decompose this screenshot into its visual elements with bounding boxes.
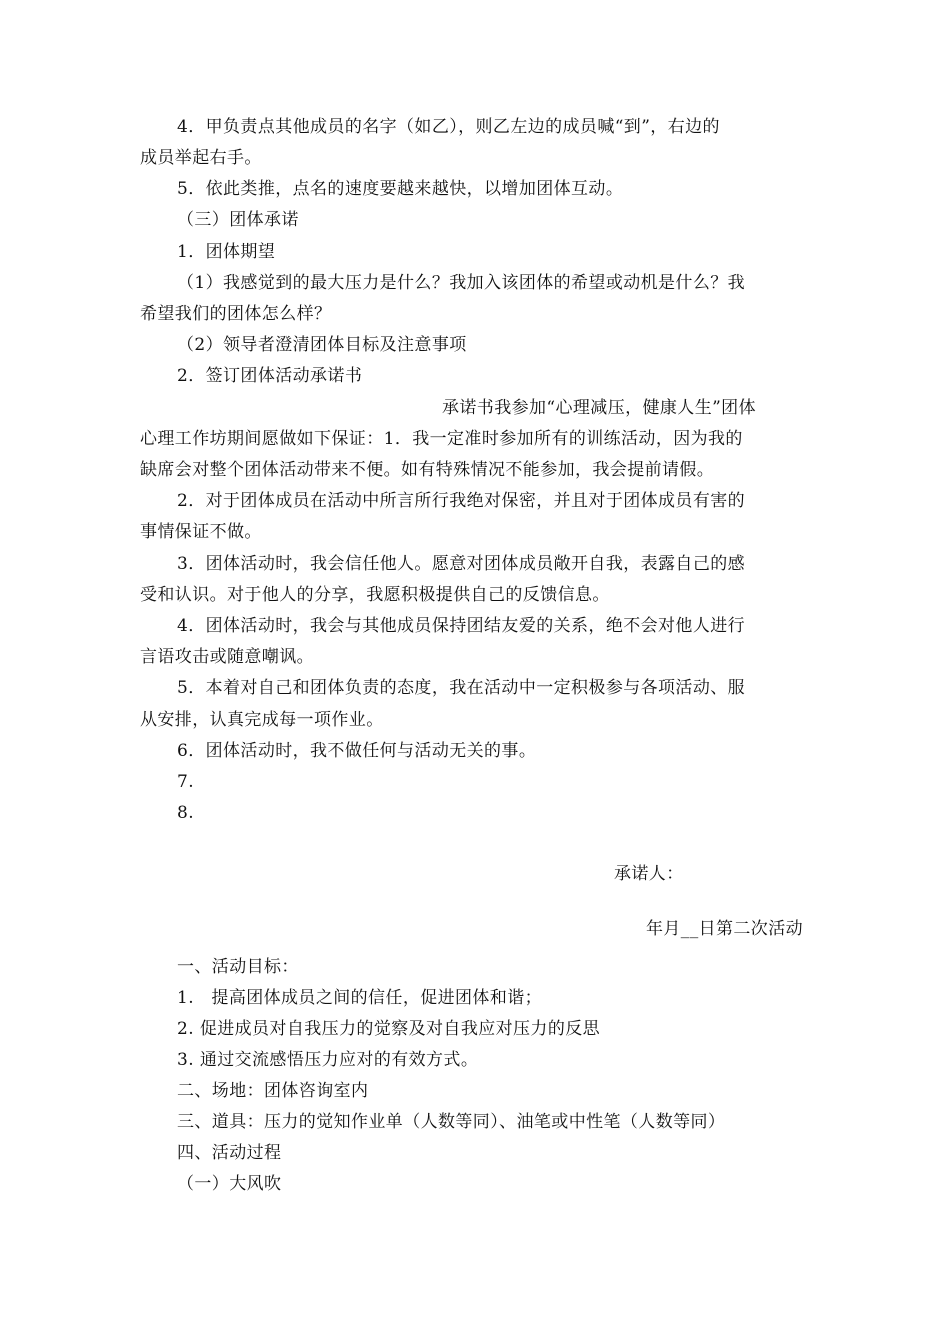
section-heading: 四、活动过程 bbox=[177, 1143, 282, 1163]
text-line: 3．团体活动时，我会信任他人。愿意对团体成员敞开自我，表露自己的感 bbox=[177, 554, 746, 574]
text-line: 事情保证不做。 bbox=[140, 522, 262, 542]
text-line: 2．签订团体活动承诺书 bbox=[177, 366, 363, 386]
signer-label: 承诺人： bbox=[614, 864, 684, 884]
text-line: 4．团体活动时，我会与其他成员保持团结友爱的关系，绝不会对他人进行 bbox=[177, 616, 746, 636]
text-line: 4．甲负责点其他成员的名字（如乙），则乙左边的成员喊“到”，右边的 bbox=[177, 117, 720, 137]
text-line: 5．依此类推，点名的速度要越来越快，以增加团体互动。 bbox=[177, 179, 624, 199]
section-heading: 二、场地：团体咨询室内 bbox=[177, 1081, 369, 1101]
date-line: 年月__日第二次活动 bbox=[646, 919, 803, 939]
list-item: 2. 促进成员对自我压力的觉察及对自我应对压力的反思 bbox=[177, 1019, 601, 1039]
text-line: 成员举起右手。 bbox=[140, 148, 262, 168]
pledge-title: 承诺书我参加“心理减压，健康人生”团体 bbox=[442, 398, 756, 418]
text-line: 8. bbox=[177, 803, 195, 823]
text-line: 2．对于团体成员在活动中所言所行我绝对保密，并且对于团体成员有害的 bbox=[177, 491, 746, 511]
text-line: 5．本着对自己和团体负责的态度，我在活动中一定积极参与各项活动、服 bbox=[177, 678, 746, 698]
text-line: 言语攻击或随意嘲讽。 bbox=[140, 647, 314, 667]
text-line: 1．团体期望 bbox=[177, 242, 276, 262]
section-heading: 一、活动目标： bbox=[177, 957, 299, 977]
section-heading: （三）团体承诺 bbox=[177, 210, 299, 230]
text-line: 希望我们的团体怎么样？ bbox=[140, 304, 332, 324]
section-heading: （一）大风吹 bbox=[177, 1174, 282, 1194]
list-item: 3. 通过交流感悟压力应对的有效方式。 bbox=[177, 1050, 479, 1070]
text-line: 从安排，认真完成每一项作业。 bbox=[140, 710, 384, 730]
text-line: （1）我感觉到的最大压力是什么？我加入该团体的希望或动机是什么？我 bbox=[177, 273, 746, 293]
text-line: （2）领导者澄清团体目标及注意事项 bbox=[177, 335, 467, 355]
text-line: 6．团体活动时，我不做任何与活动无关的事。 bbox=[177, 741, 537, 761]
text-line: 受和认识。对于他人的分享，我愿积极提供自己的反馈信息。 bbox=[140, 585, 610, 605]
text-line: 心理工作坊期间愿做如下保证：1．我一定准时参加所有的训练活动，因为我的 bbox=[140, 429, 743, 449]
section-heading: 三、道具：压力的觉知作业单（人数等同）、油笔或中性笔（人数等同） bbox=[177, 1112, 726, 1132]
list-item: 1. 提高团体成员之间的信任，促进团体和谐； bbox=[177, 988, 543, 1008]
text-line: 7. bbox=[177, 772, 195, 792]
text-line: 缺席会对整个团体活动带来不便。如有特殊情况不能参加，我会提前请假。 bbox=[140, 460, 715, 480]
